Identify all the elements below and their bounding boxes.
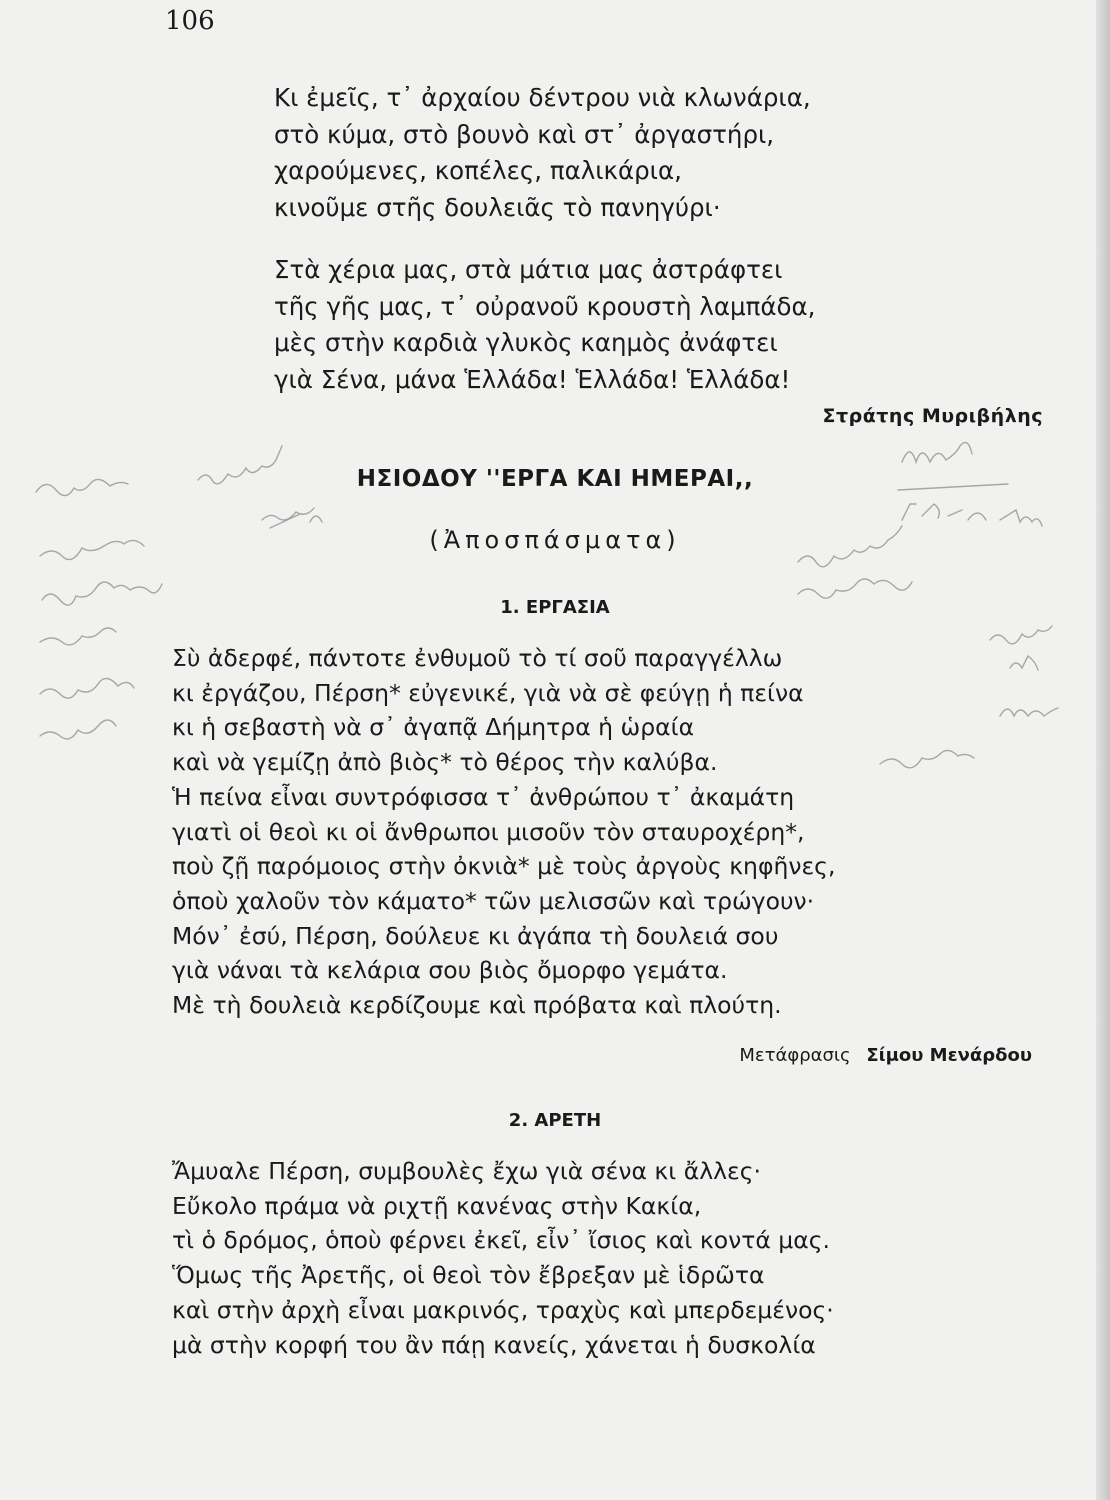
translation-credit bbox=[739, 1045, 1032, 1066]
verse-line: Ὅμως τῆς Ἀρετῆς, οἱ θεοὶ τὸν ἔβρεξαν μὲ ἱδρῶτα bbox=[172, 1261, 765, 1290]
section-1-verses bbox=[172, 641, 835, 1023]
verse-line: κι ἡ σεβαστὴ νὰ σ᾽ ἀγαπᾷ Δήμητρα ἡ ὡραία bbox=[172, 713, 695, 742]
verse-line: Ἄμυαλε Πέρση, συμβουλὲς ἔχω γιὰ σένα κι ἄλλες· bbox=[172, 1157, 761, 1185]
translation-label: Μετάφρασις bbox=[739, 1045, 851, 1066]
verse-line: Κι ἐμεῖς, τ᾽ ἀρχαίου δέντρου νιὰ κλωνάρια, bbox=[274, 83, 811, 112]
verse-line: γιατὶ οἱ θεοὶ κι οἱ ἄνθρωποι μισοῦν τὸν σταυροχέρη*, bbox=[172, 817, 805, 846]
translator-name: Σίμου Μενάρδου bbox=[866, 1045, 1032, 1066]
poem-author: Στράτης Μυριβήλης bbox=[822, 405, 1043, 427]
verse-line: Σὺ ἀδερφέ, πάντοτε ἐνθυμοῦ τὸ τί σοῦ παραγγέλλω bbox=[172, 644, 783, 672]
verse-line: τὶ ὁ δρόμος, ὁποὺ φέρνει ἐκεῖ, εἶν᾽ ἴσιος καὶ κοντά μας. bbox=[172, 1226, 831, 1255]
verse-line: καὶ νὰ γεμίζῃ ἀπὸ βιὸς* τὸ θέρος τὴν καλύβα. bbox=[172, 748, 718, 777]
poem-subtitle: (Ἀποσπάσματα) bbox=[429, 526, 681, 554]
verse-line: κι ἐργάζου, Πέρση* εὐγενικέ, γιὰ νὰ σὲ φεύγῃ ἡ πείνα bbox=[172, 678, 804, 707]
verse-line: ποὺ ζῇ παρόμοιος στὴν ὀκνιὰ* μὲ τοὺς ἀργοὺς κηφῆνες, bbox=[172, 852, 836, 881]
poem-title: ΗΣΙΟΔΟΥ ''ΕΡΓΑ ΚΑΙ ΗΜΕΡΑΙ,, bbox=[356, 466, 754, 492]
verse-line: Μόν᾽ ἐσύ, Πέρση, δούλευε κι ἀγάπα τὴ δουλειά σου bbox=[172, 921, 779, 950]
verse-line: τῆς γῆς μας, τ᾽ οὐρανοῦ κρουστὴ λαμπάδα, bbox=[274, 291, 816, 321]
verse-line: Εὔκολο πράμα νὰ ριχτῇ κανένας στὴν Κακία, bbox=[172, 1191, 702, 1220]
section-heading-arete: 2. ΑΡΕΤΗ bbox=[508, 1110, 602, 1131]
section-heading-ergasia: 1. ΕΡΓΑΣΙΑ bbox=[500, 597, 610, 618]
verse-line: στὸ κύμα, στὸ βουνὸ καὶ στ᾽ ἀργαστήρι, bbox=[274, 119, 775, 149]
verse-line: Μὲ τὴ δουλειὰ κερδίζουμε καὶ πρόβατα καὶ πλούτη. bbox=[172, 991, 782, 1020]
verse-line: γιὰ νάναι τὰ κελάρια σου βιὸς ὄμορφο γεμάτα. bbox=[172, 956, 728, 985]
verse-line: χαρούμενες, κοπέλες, παλικάρια, bbox=[274, 156, 682, 185]
verse-line: κινοῦμε στῆς δουλειᾶς τὸ πανηγύρι· bbox=[274, 192, 721, 222]
page-number: 106 bbox=[165, 6, 215, 36]
verse-line: Στὰ χέρια μας, στὰ μάτια μας ἀστράφτει bbox=[274, 255, 783, 284]
verse-line: Ἡ πείνα εἶναι συντρόφισσα τ᾽ ἀνθρώπου τ᾽ ἀκαμάτη bbox=[172, 782, 795, 811]
verse-line: μὲς στὴν καρδιὰ γλυκὸς καημὸς ἀνάφτει bbox=[274, 328, 778, 357]
verse-line: ὁποὺ χαλοῦν τὸν κάματο* τῶν μελισσῶν καὶ τρώγουν· bbox=[172, 886, 815, 915]
verse-line: γιὰ Σένα, μάνα Ἑλλάδα! Ἑλλάδα! Ἑλλάδα! bbox=[274, 364, 791, 394]
section-2-verses bbox=[172, 1154, 834, 1362]
verse-line: καὶ στὴν ἀρχὴ εἶναι μακρινός, τραχὺς καὶ μπερδεμένος· bbox=[172, 1295, 834, 1324]
verse-line: μὰ στὴν κορφή του ἂν πάῃ κανείς, χάνεται ἡ δυσκολία bbox=[172, 1330, 816, 1359]
